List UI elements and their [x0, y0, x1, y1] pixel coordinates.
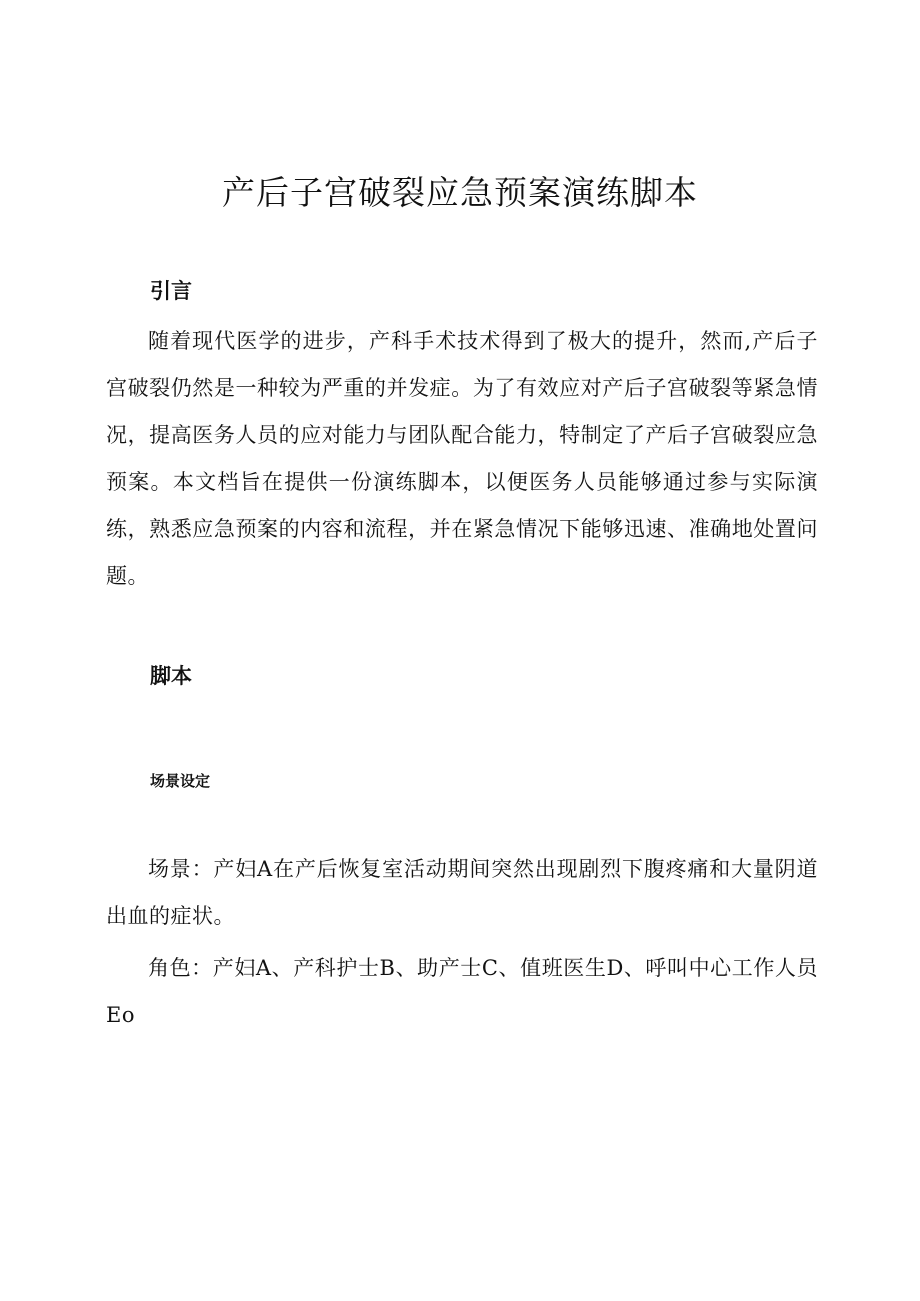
- scene-paragraph: 场景：产妇A在产后恢复室活动期间突然出现剧烈下腹疼痛和大量阴道出血的症状。: [106, 857, 818, 928]
- scene-setting-subheading: 场景设定: [150, 772, 211, 790]
- roles-paragraph: 角色：产妇A、产科护士B、助产士C、值班医生D、呼叫中心工作人员Eo: [106, 956, 818, 1027]
- intro-heading: 引言: [150, 279, 192, 303]
- page-title: 产后子宫破裂应急预案演练脚本: [222, 173, 698, 212]
- script-heading: 脚本: [150, 664, 192, 688]
- intro-paragraph: 随着现代医学的进步，产科手术技术得到了极大的提升，然而,产后子宫破裂仍然是一种较为严重的并发症。为了有效应对产后子宫破裂等紧急情况，提高医务人员的应对能力与团队配合能力，特制定了产后子宫破裂应急预案。本文档旨在提供一份演练脚本，以便医务人员能够通过参与实际演练，熟悉应急预案的内容和流程，并在紧急情况下能够迅速、准确地处置问题。: [106, 329, 818, 588]
